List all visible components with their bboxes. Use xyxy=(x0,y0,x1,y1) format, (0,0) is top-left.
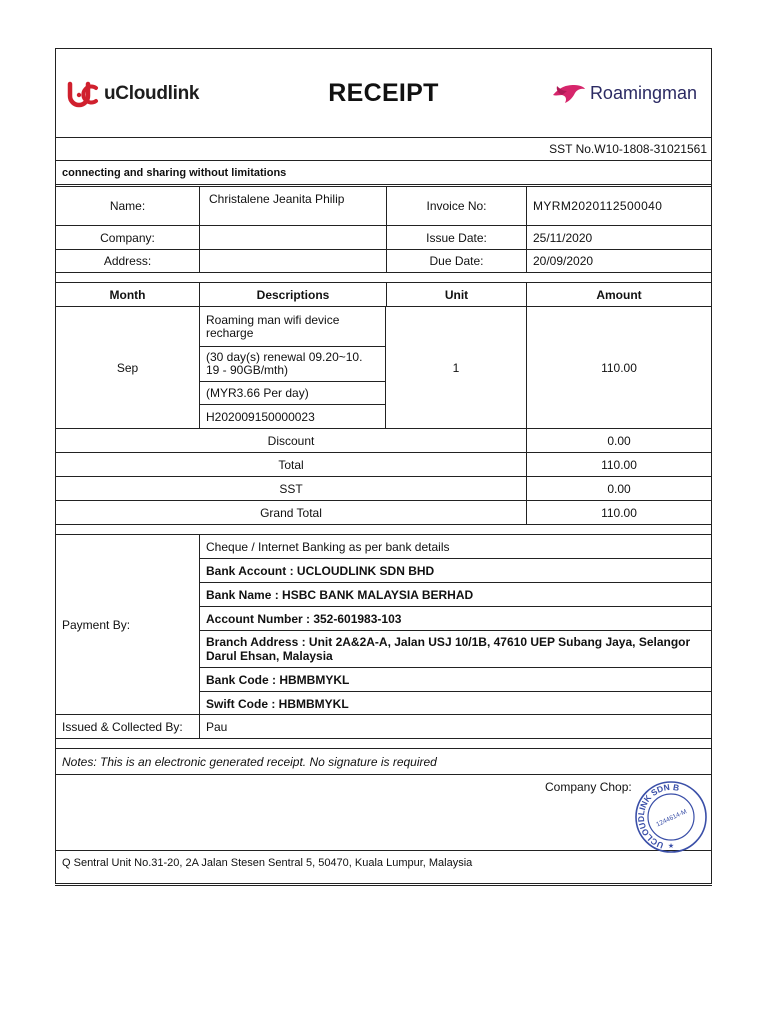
company-chop-row xyxy=(56,775,711,851)
grand-total-row xyxy=(56,501,711,525)
company-stamp-seal-icon xyxy=(634,780,708,854)
spacer-row xyxy=(56,739,711,749)
receipt xyxy=(55,48,712,884)
due-date-value: 20/09/2020 xyxy=(526,250,711,272)
issue-date-value: 25/11/2020 xyxy=(526,226,711,249)
col-amount-header: Amount xyxy=(526,283,711,306)
item-month: Sep xyxy=(116,360,139,375)
company-value xyxy=(199,226,386,249)
notes-text: Notes: This is an electronic generated receipt. No signature is required xyxy=(62,754,437,769)
company-row xyxy=(56,226,711,250)
name-row xyxy=(56,187,711,226)
items-header-row xyxy=(56,283,711,307)
roamingman-wordmark: Roamingman xyxy=(589,82,697,103)
spacer-row xyxy=(56,525,711,535)
item-descriptions xyxy=(199,307,386,428)
item-amount: 110.00 xyxy=(526,307,711,428)
sst-number: SST No.W10-1808-31021561 xyxy=(549,141,707,156)
col-unit-header: Unit xyxy=(386,283,526,306)
company-chop-label: Company Chop: xyxy=(545,780,632,794)
grand-total-label: Grand Total xyxy=(260,505,322,520)
description-line: Roaming man wifi device recharge xyxy=(200,307,385,347)
description-line: H202009150000023 xyxy=(206,409,315,424)
discount-label: Discount xyxy=(267,433,315,448)
sst-label: SST xyxy=(279,481,303,496)
sst-row xyxy=(56,137,711,161)
item-unit: 1 xyxy=(452,360,460,375)
total-label: Total xyxy=(278,457,304,472)
issue-date-label: Issue Date: xyxy=(386,226,526,249)
discount-row xyxy=(56,429,711,453)
name-label: Name: xyxy=(109,199,146,213)
col-month-header: Month xyxy=(109,287,146,302)
address-row xyxy=(56,250,711,273)
due-date-label: Due Date: xyxy=(386,250,526,272)
tagline: connecting and sharing without limitations xyxy=(62,166,287,179)
receipt-header xyxy=(56,49,711,138)
company-label: Company: xyxy=(100,230,155,245)
notes-row xyxy=(56,749,711,775)
company-stamp xyxy=(634,780,708,854)
bank-name: Bank Name : HSBC BANK MALAYSIA BERHAD xyxy=(199,583,711,607)
description-line: (30 day(s) renewal 09.20~10. 19 - 90GB/mth) xyxy=(200,347,385,382)
sst-amount-row xyxy=(56,477,711,501)
sst-value: 0.00 xyxy=(526,477,711,500)
address-value xyxy=(199,250,386,272)
stamp-reg-no: 1244614-M xyxy=(655,808,689,829)
discount-value: 0.00 xyxy=(526,429,711,452)
bank-account: Bank Account : UCLOUDLINK SDN BHD xyxy=(199,559,711,583)
roamingman-logo xyxy=(552,81,697,105)
receipt-title: RECEIPT xyxy=(328,79,439,107)
payment-method: Cheque / Internet Banking as per bank details xyxy=(199,535,711,559)
tagline-row xyxy=(56,161,711,185)
issued-row xyxy=(56,715,711,739)
svg-text:★: ★ xyxy=(667,843,675,850)
roamingman-bird-icon xyxy=(552,81,586,105)
grand-total-value: 110.00 xyxy=(526,501,711,524)
footer-address-row xyxy=(56,851,711,875)
payment-label: Payment By: xyxy=(62,617,131,632)
invoice-value: MYRM2020112500040 xyxy=(526,187,711,225)
total-row xyxy=(56,453,711,477)
total-value: 110.00 xyxy=(526,453,711,476)
description-line: (MYR3.66 Per day) xyxy=(200,382,385,405)
payment-block xyxy=(56,535,711,715)
spacer-row xyxy=(56,273,711,283)
issued-value: Pau xyxy=(199,715,711,738)
swift-code: Swift Code : HBMBMYKL xyxy=(199,692,711,715)
name-value: Christalene Jeanita Philip xyxy=(199,187,386,225)
footer-address: Q Sentral Unit No.31-20, 2A Jalan Stesen Sentral 5, 50470, Kuala Lumpur, Malaysia xyxy=(62,857,473,869)
bank-code: Bank Code : HBMBMYKL xyxy=(199,668,711,692)
issued-label: Issued & Collected By: xyxy=(62,719,183,734)
item-row xyxy=(56,307,711,429)
ucloudlink-wordmark: uCloudlink xyxy=(104,83,200,104)
account-number: Account Number : 352-601983-103 xyxy=(199,607,711,631)
invoice-label: Invoice No: xyxy=(386,187,526,225)
col-descriptions-header: Descriptions xyxy=(199,283,386,306)
address-label: Address: xyxy=(103,254,152,268)
branch-address: Branch Address : Unit 2A&2A-A, Jalan USJ 10/1B, 47610 UEP Subang Jaya, Selangor Darul Ehsan, Malaysia xyxy=(199,631,711,668)
stamp-company-name: UCLOUDLINK SDN BHD xyxy=(635,781,681,851)
bottom-rule xyxy=(55,880,712,886)
